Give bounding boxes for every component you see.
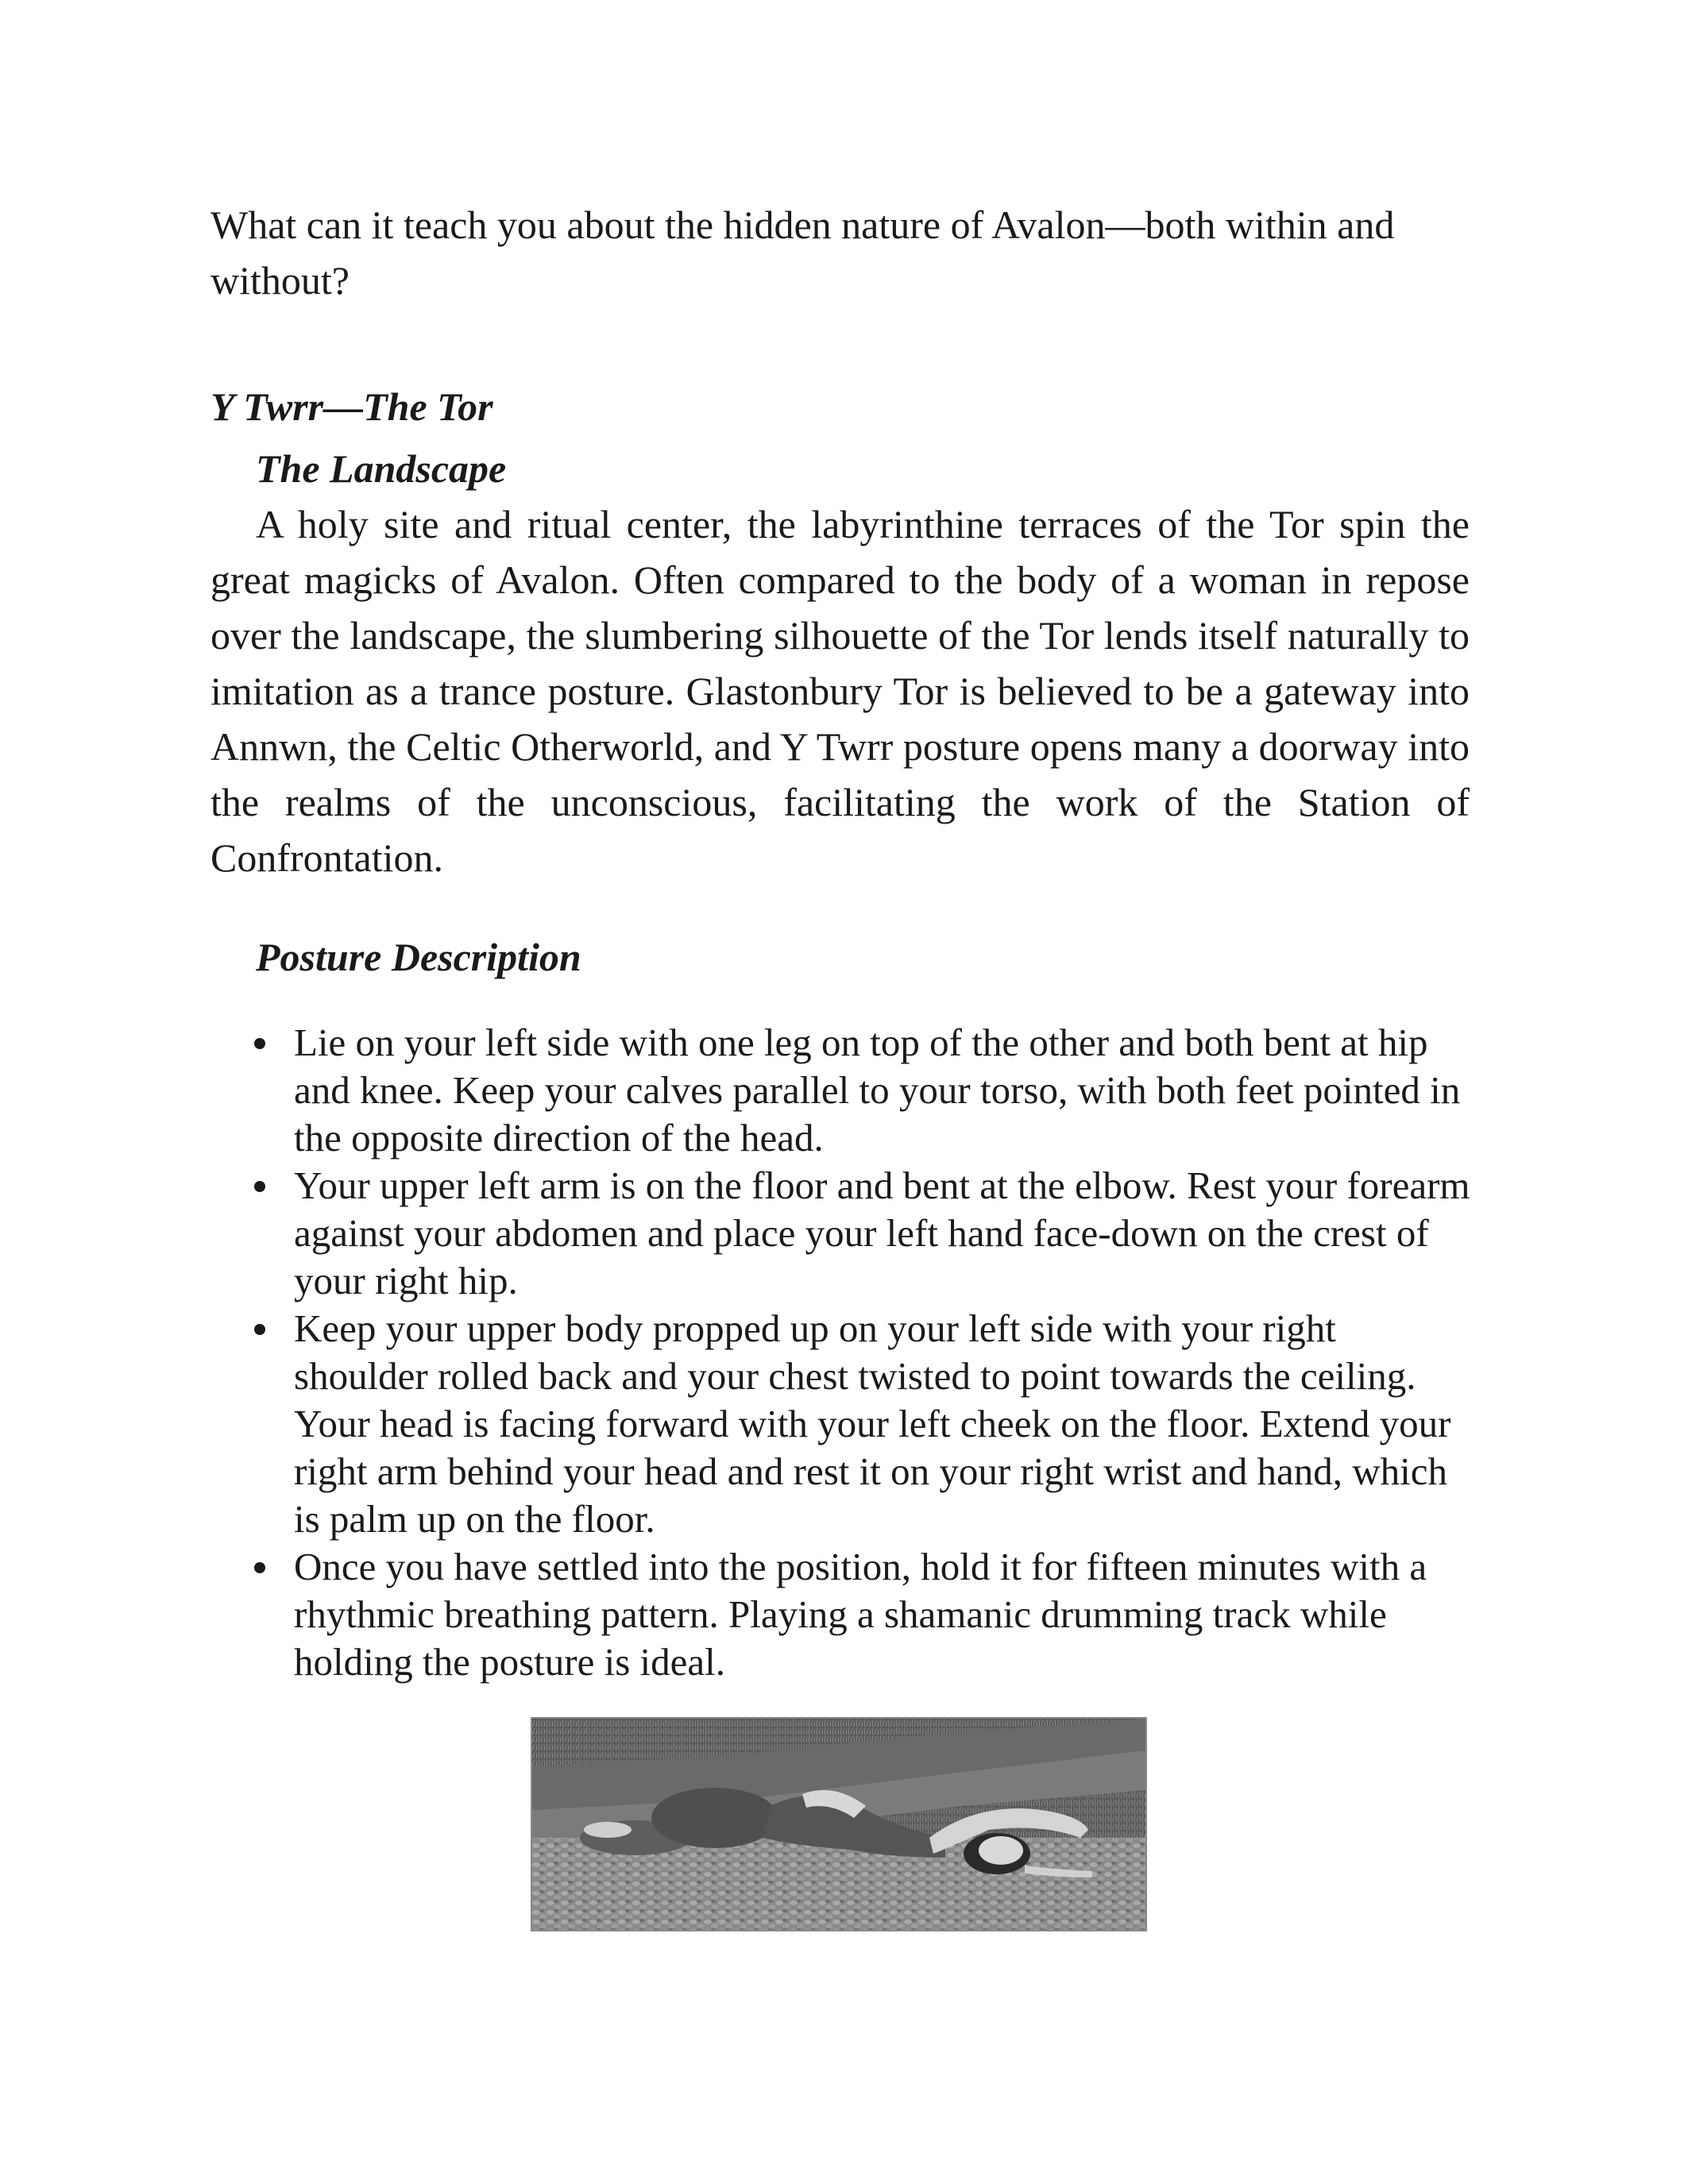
list-item-text: Keep your upper body propped up on your left side with your right shoulder rolled back and your chest twisted to point towards the ceiling. Your head is facing forward with your left cheek on the floor. Extend your right arm behind your head and rest it on your right wrist and hand, which is palm up on the floor. — [294, 1306, 1451, 1541]
list-item — [238, 1543, 1477, 1686]
posture-subheading: Posture Description — [256, 935, 581, 979]
bullet-icon — [254, 1038, 265, 1049]
posture-photo — [531, 1717, 1147, 1931]
list-item — [238, 1162, 1477, 1305]
bullet-icon — [254, 1562, 265, 1573]
list-item — [238, 1305, 1477, 1543]
landscape-subheading: The Landscape — [256, 446, 507, 491]
landscape-paragraph: A holy site and ritual center, the labyrinthine terraces of the Tor spin the great magicks of Avalon. Often compared to the body of a woman in repose over the landscape, the slumbering silhouette of the Tor lends itself naturally to imitation as a trance posture. Glastonbury Tor is believed to be a gateway into Annwn, the Celtic Otherworld, and Y Twrr posture opens many a doorway into the realms of the unconscious, facilitating the work of the Station of Confrontation. — [211, 502, 1470, 880]
intro-paragraph: What can it teach you about the hidden nature of Avalon—both within and without? — [211, 203, 1395, 303]
section-heading: Y Twrr—The Tor — [211, 384, 493, 429]
bullet-icon — [254, 1324, 265, 1335]
list-item-text: Lie on your left side with one leg on top of the other and both bent at hip and knee. Keep your calves parallel to your torso, with both feet pointed in the opposite direction of the head. — [294, 1021, 1461, 1160]
list-item-text: Your upper left arm is on the floor and bent at the elbow. Rest your forearm against your abdomen and place your left hand face-down on the crest of your right hip. — [294, 1163, 1470, 1302]
bullet-icon — [254, 1181, 265, 1192]
list-item-text: Once you have settled into the position, hold it for fifteen minutes with a rhythmic breathing pattern. Playing a shamanic drumming track while holding the posture is ideal. — [294, 1545, 1427, 1684]
posture-instructions-list — [238, 1019, 1477, 1686]
list-item — [238, 1019, 1477, 1162]
